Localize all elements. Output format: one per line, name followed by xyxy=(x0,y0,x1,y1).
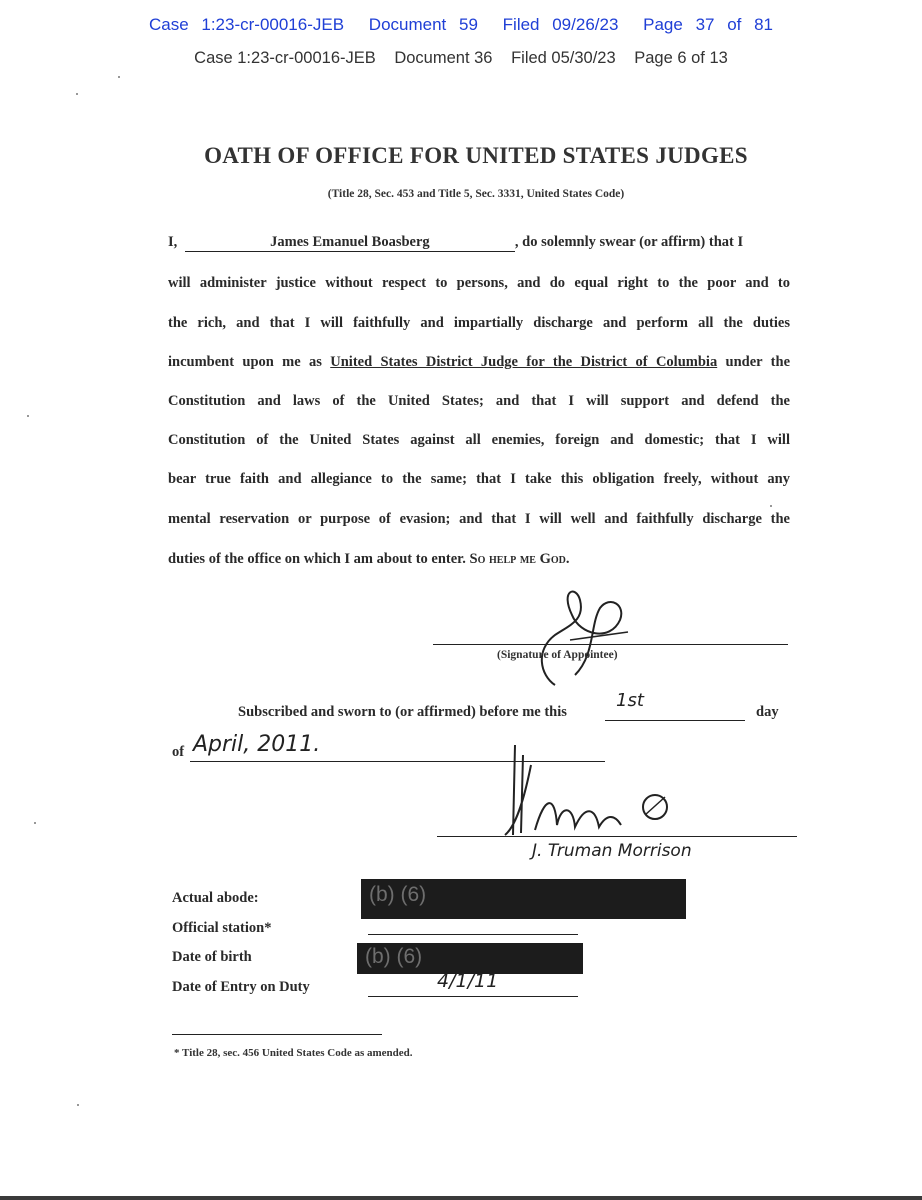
field-line-official-station xyxy=(368,934,578,935)
filed-date: Filed 05/30/23 xyxy=(511,49,616,67)
oath-line-1: I, James Emanuel Boasberg , do solemnly swear (or affirm) that I xyxy=(168,234,744,250)
scan-speck xyxy=(77,1104,79,1106)
form-title: OATH OF OFFICE FOR UNITED STATES JUDGES xyxy=(204,143,748,168)
footnote: * Title 28, sec. 456 United States Code as amended. xyxy=(174,1047,413,1059)
sworn-day-value: 1st xyxy=(616,690,644,711)
scan-speck xyxy=(34,822,36,824)
official-printed-name: J. Truman Morrison xyxy=(532,841,692,861)
document-number: Document 36 xyxy=(394,49,493,67)
sworn-month-year: April, 2011. xyxy=(193,732,321,757)
case-number: Case 1:23-cr-00016-JEB xyxy=(194,49,376,67)
appointee-name-field: James Emanuel Boasberg xyxy=(185,234,515,252)
oath-line-9: duties of the office on which I am about to enter. So help me God. xyxy=(168,551,570,567)
oath-line-5: Constitution and laws of the United States; and that I will support and defend the xyxy=(168,393,790,409)
scan-speck xyxy=(118,76,120,78)
field-label-entry-on-duty: Date of Entry on Duty xyxy=(172,979,310,995)
oath-line-2: will administer justice without respect to persons, and do equal right to the poor and to xyxy=(168,275,790,291)
office-title: United States District Judge for the District of Columbia xyxy=(330,354,718,370)
oath-line-7: bear true faith and allegiance to the same; that I take this obligation freely, without any xyxy=(168,471,790,487)
footnote-rule xyxy=(172,1034,382,1035)
signature-caption: (Signature of Appointee) xyxy=(497,649,618,661)
day-line xyxy=(605,720,745,721)
filed-date: Filed 09/26/23 xyxy=(502,15,619,34)
case-stamp-document-59 xyxy=(0,15,922,35)
field-label-official-station: Official station* xyxy=(172,920,272,936)
case-number: Case 1:23-cr-00016-JEB xyxy=(148,15,345,34)
oath-line-4: incumbent upon me as United States District Judge for the District of Columbia under the xyxy=(168,354,791,370)
case-stamp-document-36 xyxy=(0,49,922,68)
oath-closing: So help me God. xyxy=(469,551,570,567)
scan-speck xyxy=(27,415,29,417)
page-number: Page 6 of 13 xyxy=(634,49,728,67)
signature-line xyxy=(433,644,788,645)
field-line-entry-on-duty xyxy=(368,996,578,997)
field-label-actual-abode: Actual abode: xyxy=(172,890,259,906)
official-signature-line xyxy=(437,836,797,837)
sworn-statement: Subscribed and sworn to (or affirmed) before me this xyxy=(238,704,567,720)
official-signature xyxy=(495,735,695,845)
document-number: Document 59 xyxy=(368,15,478,34)
day-word: day xyxy=(756,704,779,720)
redaction-actual-abode: (b) (6) xyxy=(361,879,686,919)
page-number: Page 37 of 81 xyxy=(643,15,774,34)
scan-speck xyxy=(76,93,78,95)
scan-speck xyxy=(770,505,772,507)
appointee-signature xyxy=(500,580,660,700)
of-word: of xyxy=(172,744,185,760)
oath-line-8: mental reservation or purpose of evasion; and that I will well and faithfully discharge the xyxy=(168,511,790,527)
oath-line-6: Constitution of the United States against all enemies, foreign and domestic; that I will xyxy=(168,432,790,448)
field-label-date-of-birth: Date of birth xyxy=(172,949,252,965)
scan-bottom-edge xyxy=(0,1196,922,1200)
form-subtitle: (Title 28, Sec. 453 and Title 5, Sec. 3331, United States Code) xyxy=(327,188,625,200)
oath-line-3: the rich, and that I will faithfully and impartially discharge and perform all the duties xyxy=(168,315,790,331)
redaction-date-of-birth: (b) (6) xyxy=(357,943,583,974)
entry-on-duty-value: 4/1/11 xyxy=(437,970,499,992)
